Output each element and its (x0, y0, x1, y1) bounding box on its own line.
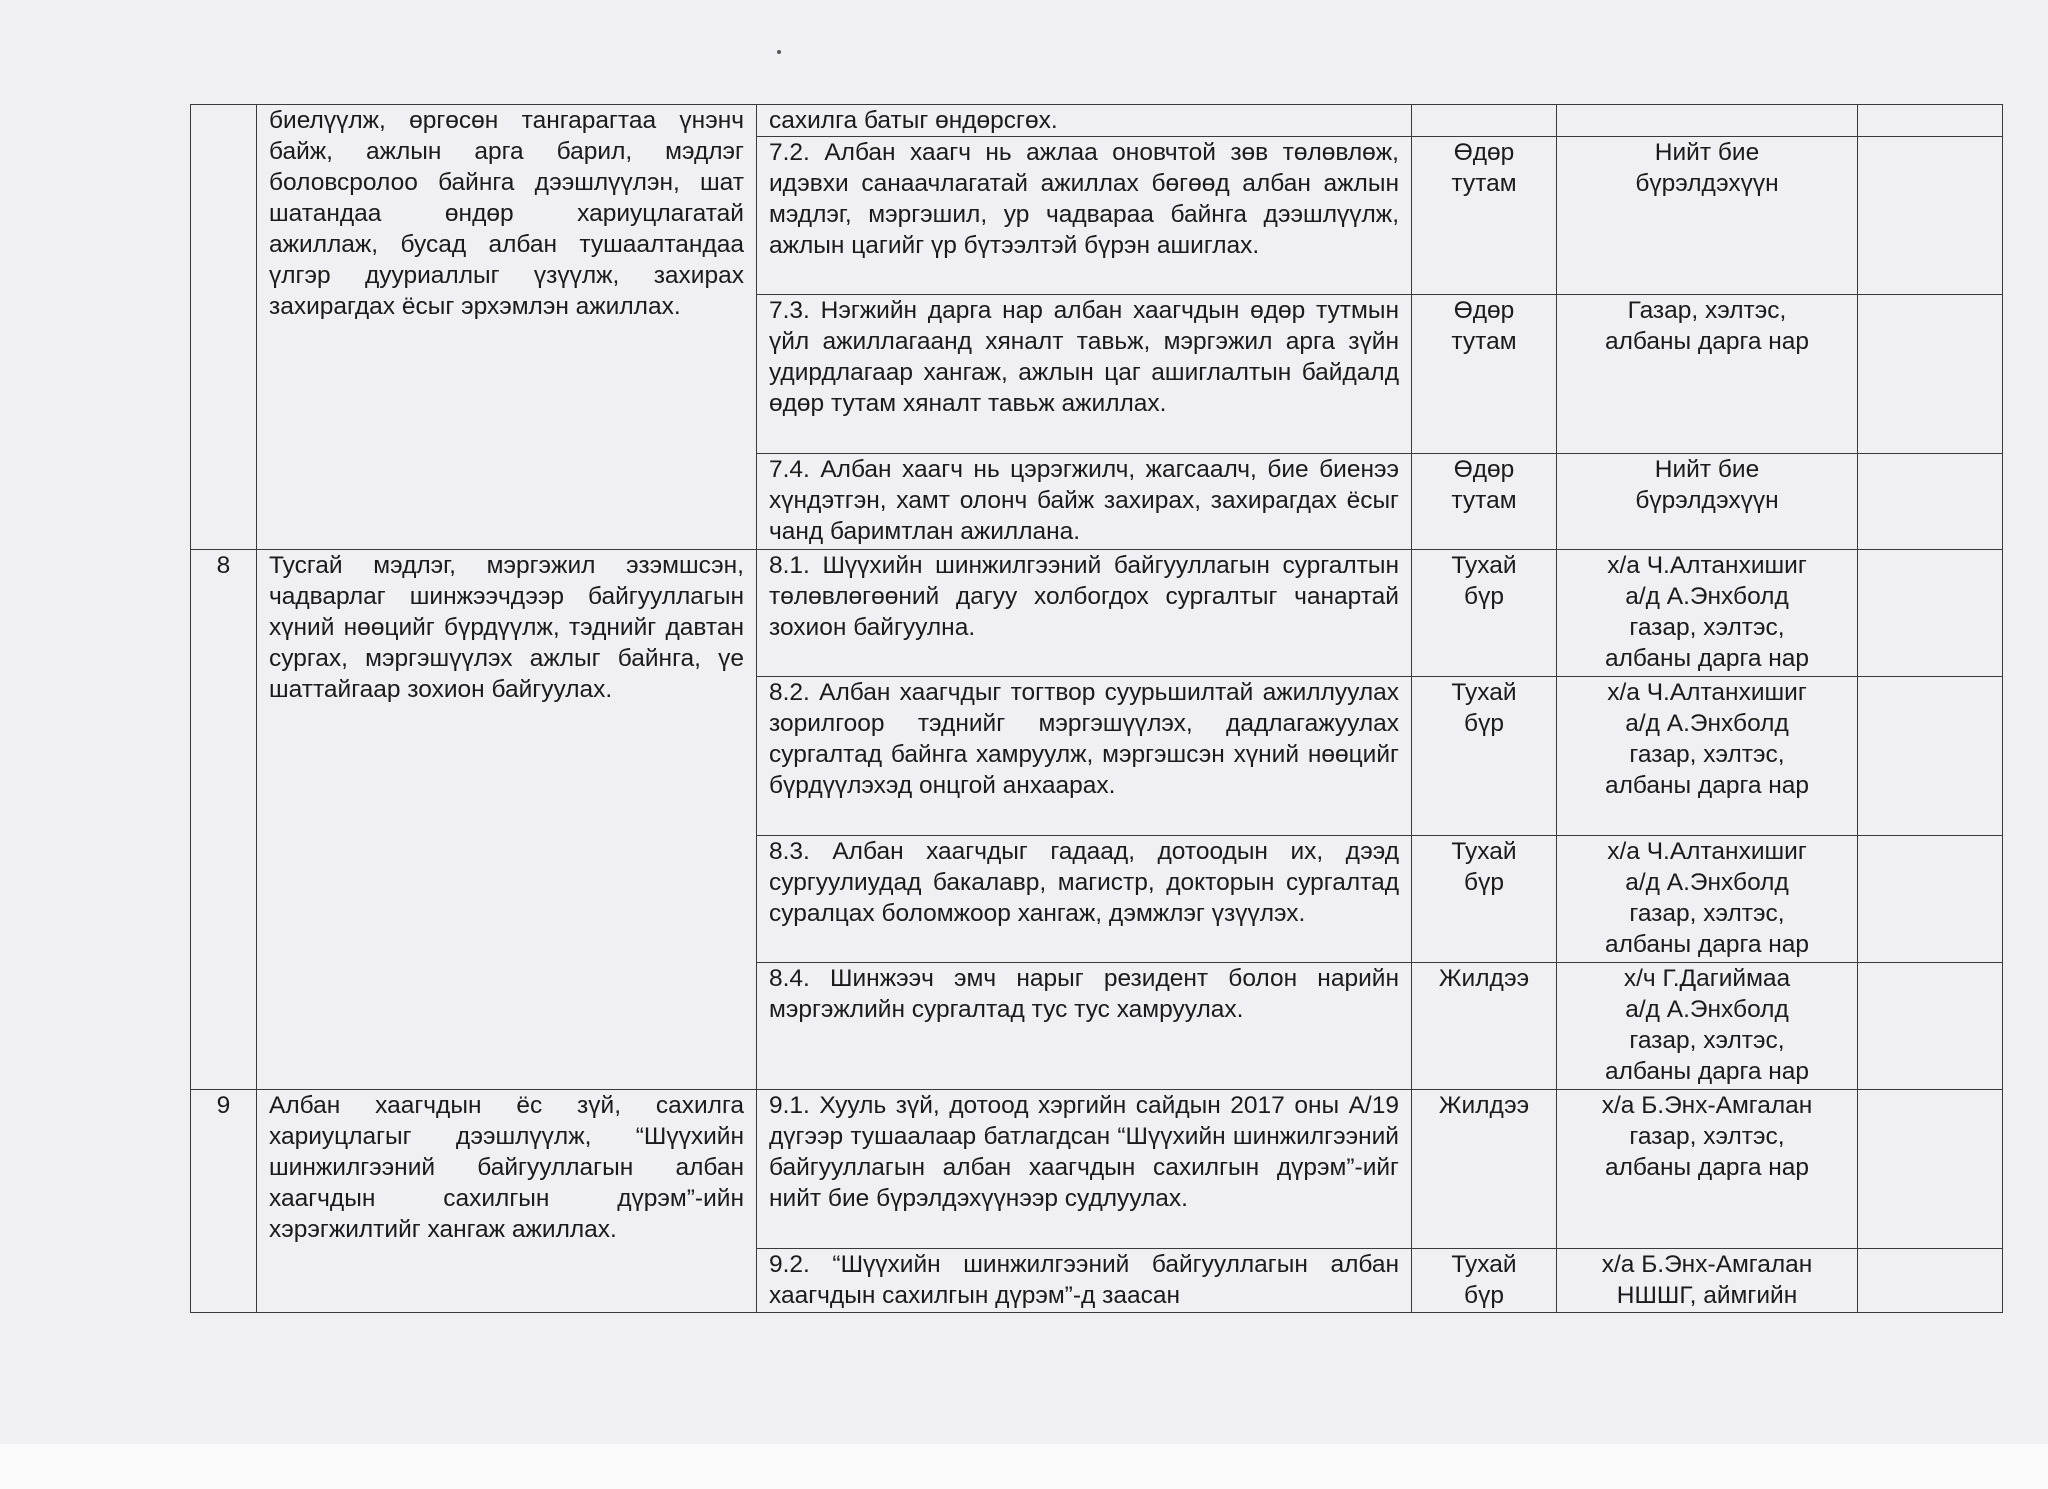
frequency-line: Жилдээ (1438, 1092, 1530, 1119)
table-row (191, 1090, 2003, 1249)
activity-cell: 8.2. Албан хаагчдыг тогтвор суурьшилтай ажиллуулах зорилгоор тэднийг мэргэшүүлэх, дадлагажуулах сургалтад байнга хамруулж, мэргэшсэн хүний нөөцийг бүрдүүлэхэд онцгой анхаарах. (757, 677, 1412, 836)
responsible-cell (1557, 454, 1858, 550)
note-cell (1858, 137, 2003, 295)
activity-cell: 8.3. Албан хаагчдыг гадаад, дотоодын их, дээд сургуулиудад бакалавр, магистр, докторын сургалтад суралцах боломжоор хангаж, дэмжлэг үзүүлэх. (757, 836, 1412, 963)
responsible-line: Нийт бие (1654, 139, 1760, 166)
frequency-cell (1412, 454, 1557, 550)
activity-cell: сахилга батыг өндөрсгөх. (757, 105, 1412, 137)
frequency-line: Өдөр (1453, 139, 1515, 166)
activity-cell: 7.2. Албан хаагч нь ажлаа оновчтой зөв төлөвлөж, идэвхи санаачлагатай ажиллах бөгөөд албан ажлын мэдлэг, мэргэшил, ур чадвараа байнга дээшлүүлж, ажлын цагийг үр бүтээлтэй бүрэн ашиглах. (757, 137, 1412, 295)
responsible-line: бүрэлдэхүүн (1635, 170, 1779, 197)
frequency-line: тутам (1451, 170, 1517, 197)
activity-cell: 7.4. Албан хаагч нь цэрэгжилч, жагсаалч, бие биенээ хүндэтгэн, хамт олонч байж захирах, захирагдах ёсыг чанд баримтлан ажиллана. (757, 454, 1412, 550)
row-number-cell (191, 105, 257, 550)
goal-cell: Албан хаагчдын ёс зүй, сахилга хариуцлагыг дээшлүүлж, “Шүүхийн шинжилгээний байгууллагын албан хаагчдын сахилгын дүрэм”-ийн хэрэгжилтийг хангаж ажиллах. (257, 1090, 757, 1313)
frequency-line: бүр (1464, 869, 1504, 896)
responsible-line: албаны дарга нар (1604, 772, 1810, 799)
responsible-line: газар, хэлтэс, (1629, 1123, 1785, 1150)
frequency-line: Тухай (1451, 679, 1517, 706)
responsible-cell (1557, 1249, 1858, 1313)
table-row (191, 550, 2003, 677)
responsible-line: газар, хэлтэс, (1629, 614, 1785, 641)
responsible-line: а/д А.Энхболд (1625, 710, 1789, 737)
frequency-cell (1412, 105, 1557, 137)
note-cell (1858, 105, 2003, 137)
frequency-cell (1412, 963, 1557, 1090)
responsible-line: албаны дарга нар (1604, 645, 1810, 672)
activity-cell: 8.4. Шинжээч эмч нарыг резидент болон нарийн мэргэжлийн сургалтад тус тус хамруулах. (757, 963, 1412, 1090)
responsible-line: а/д А.Энхболд (1625, 869, 1789, 896)
frequency-cell (1412, 677, 1557, 836)
responsible-line: х/а Ч.Алтанхишиг (1607, 552, 1807, 579)
responsible-line: албаны дарга нар (1604, 1154, 1810, 1181)
note-cell (1858, 1249, 2003, 1313)
responsible-line: Газар, хэлтэс, (1627, 297, 1787, 324)
responsible-line: х/ч Г.Дагиймаа (1623, 965, 1791, 992)
note-cell (1858, 454, 2003, 550)
note-cell (1858, 1090, 2003, 1249)
action-plan-table (190, 104, 2003, 1313)
frequency-line: бүр (1464, 710, 1504, 737)
row-number-cell: 9 (191, 1090, 257, 1313)
frequency-cell (1412, 295, 1557, 454)
frequency-line: Тухай (1451, 1251, 1517, 1278)
frequency-cell (1412, 550, 1557, 677)
responsible-line: албаны дарга нар (1604, 1058, 1810, 1085)
frequency-line: Жилдээ (1438, 965, 1530, 992)
responsible-cell (1557, 295, 1858, 454)
row-number-cell: 8 (191, 550, 257, 1090)
responsible-cell (1557, 836, 1858, 963)
responsible-cell (1557, 105, 1858, 137)
responsible-line: х/а Ч.Алтанхишиг (1607, 679, 1807, 706)
note-cell (1858, 550, 2003, 677)
activity-cell: 8.1. Шүүхийн шинжилгээний байгууллагын сургалтын төлөвлөгөөний дагуу холбогдох сургалтыг чанартай зохион байгуулна. (757, 550, 1412, 677)
responsible-cell (1557, 963, 1858, 1090)
table-row (191, 105, 2003, 137)
scan-bottom-margin (0, 1444, 2048, 1489)
responsible-cell (1557, 1090, 1858, 1249)
responsible-cell (1557, 137, 1858, 295)
responsible-line: газар, хэлтэс, (1629, 1027, 1785, 1054)
frequency-cell (1412, 836, 1557, 963)
responsible-line: х/а Б.Энх-Амгалан (1601, 1092, 1813, 1119)
note-cell (1858, 295, 2003, 454)
note-cell (1858, 677, 2003, 836)
responsible-line: газар, хэлтэс, (1629, 900, 1785, 927)
frequency-line: тутам (1451, 487, 1517, 514)
responsible-line: х/а Ч.Алтанхишиг (1607, 838, 1807, 865)
responsible-line: албаны дарга нар (1604, 328, 1810, 355)
frequency-line: бүр (1464, 583, 1504, 610)
note-cell (1858, 836, 2003, 963)
responsible-line: Нийт бие (1654, 456, 1760, 483)
frequency-cell (1412, 1090, 1557, 1249)
goal-cell: биелүүлж, өргөсөн тангарагтаа үнэнч байж, ажлын арга барил, мэдлэг боловсролоо байнга дээшлүүлэн, шат шатандаа өндөр хариуцлагатай ажиллаж, бусад албан тушаалтандаа үлгэр дууриаллыг үзүүлж, захирах захирагдах ёсыг эрхэмлэн ажиллах. (257, 105, 757, 550)
responsible-cell (1557, 550, 1858, 677)
frequency-line: Тухай (1451, 838, 1517, 865)
frequency-cell (1412, 137, 1557, 295)
responsible-cell (1557, 677, 1858, 836)
frequency-cell (1412, 1249, 1557, 1313)
responsible-line: НШШГ, аймгийн (1616, 1282, 1798, 1309)
frequency-line: Өдөр (1453, 456, 1515, 483)
frequency-line: бүр (1464, 1282, 1504, 1309)
frequency-line: Өдөр (1453, 297, 1515, 324)
responsible-line: албаны дарга нар (1604, 931, 1810, 958)
note-cell (1858, 963, 2003, 1090)
goal-cell: Тусгай мэдлэг, мэргэжил эзэмшсэн, чадварлаг шинжээчдээр байгууллагын хүний нөөцийг бүрдүүлж, тэднийг давтан сургах, мэргэшүүлэх ажлыг байнга, үе шаттайгаар зохион байгуулах. (257, 550, 757, 1090)
frequency-line: тутам (1451, 328, 1517, 355)
activity-cell: 7.3. Нэгжийн дарга нар албан хаагчдын өдөр тутмын үйл ажиллагаанд хяналт тавьж, мэргэжил арга зүйн удирдлагаар хангаж, ажлын цаг ашиглалтын байдалд өдөр тутам хяналт тавьж ажиллах. (757, 295, 1412, 454)
responsible-line: а/д А.Энхболд (1625, 583, 1789, 610)
responsible-line: бүрэлдэхүүн (1635, 487, 1779, 514)
activity-cell: 9.1. Хууль зүй, дотоод хэргийн сайдын 2017 оны А/19 дүгээр тушаалаар батлагдсан “Шүүхийн шинжилгээний байгууллагын албан хаагчдын сахилгын дүрэм”-ийг нийт бие бүрэлдэхүүнээр судлуулах. (757, 1090, 1412, 1249)
responsible-line: газар, хэлтэс, (1629, 741, 1785, 768)
responsible-line: х/а Б.Энх-Амгалан (1601, 1251, 1813, 1278)
responsible-line: а/д А.Энхболд (1625, 996, 1789, 1023)
scan-speck (777, 50, 781, 54)
frequency-line: Тухай (1451, 552, 1517, 579)
activity-cell: 9.2. “Шүүхийн шинжилгээний байгууллагын албан хаагчдын сахилгын дүрэм”-д заасан (757, 1249, 1412, 1313)
